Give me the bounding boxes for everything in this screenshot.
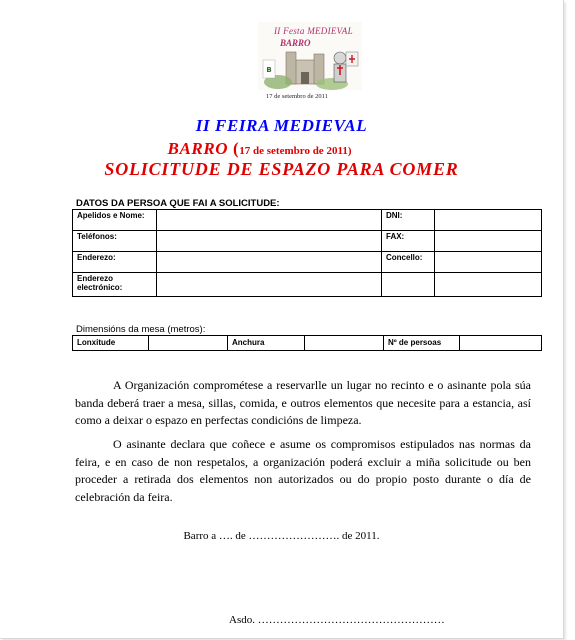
field-address[interactable] (157, 252, 382, 273)
applicant-data-table (72, 209, 542, 297)
signature-line: Asdo. …………………………………………… (229, 614, 445, 626)
table-row (73, 210, 542, 231)
label-name: Apelidos e Nome: (73, 210, 157, 231)
label-address: Enderezo: (73, 252, 157, 273)
table-dimensions (72, 335, 542, 351)
label-length: Lonxitude (73, 336, 149, 351)
heading-event: II FEIRA MEDIEVAL (195, 116, 368, 135)
field-email[interactable] (157, 273, 382, 297)
field-council[interactable] (435, 252, 542, 273)
table-row (73, 252, 542, 273)
field-people[interactable] (460, 336, 542, 351)
label-council: Concello: (382, 252, 435, 273)
table-row (73, 336, 542, 351)
label-dni: DNI: (382, 210, 435, 231)
poster-subtitle: BARRO (280, 38, 311, 48)
heading-place-date (0, 139, 541, 159)
poster-title: II Festa MEDIEVAL (274, 26, 353, 36)
label-width: Anchura (228, 336, 305, 351)
field-width[interactable] (305, 336, 384, 351)
field-email-extra[interactable] (382, 273, 435, 297)
event-poster-logo (258, 22, 362, 104)
label-email: Enderezo electrónico: (73, 273, 157, 297)
declaration-paragraph: O asinante declara que coñece e asume os compromisos estipulados nas normas da feira, e en caso de non respetalos, a organización poderá excluir a miña solicitude ou ben proceder a retirada dos elementos non autorizados ou do propio posto durante o día de celebración da feira. (75, 437, 531, 504)
label-fax: FAX: (382, 231, 435, 252)
place-date-line: Barro a …. de ……………………. de 2011. (183, 530, 380, 542)
label-phones: Teléfonos: (73, 231, 157, 252)
field-dni[interactable] (435, 210, 542, 231)
heading-date: 17 de setembro de 2011) (239, 145, 352, 157)
field-phones[interactable] (157, 231, 382, 252)
applicant-section-title: DATOS DA PERSOA QUE FAI A SOLICITUDE: (76, 198, 280, 209)
field-name[interactable] (157, 210, 382, 231)
field-email-extra-2[interactable] (435, 273, 542, 297)
heading-form-title: SOLICITUDE DE ESPAZO PARA COMER (104, 159, 459, 179)
poster-date: 17 de setembro de 2011 (266, 93, 328, 100)
heading-open-paren: ( (233, 139, 240, 158)
label-people: Nº de persoas (384, 336, 460, 351)
field-length[interactable] (149, 336, 228, 351)
table-row (73, 231, 542, 252)
commitment-paragraph: A Organización comprométese a reservarlle un lugar no recinto e o asinante pola súa banda deberá traer a mesa, sillas, comida, e outros elementos que necesite para a estancia, así como a deixar o espazo en perfectas condicións de limpeza. (75, 378, 531, 427)
svg-text:B: B (266, 66, 272, 74)
heading-place: BARRO (167, 139, 229, 158)
field-fax[interactable] (435, 231, 542, 252)
table-row (73, 273, 542, 297)
table-dimensions-title: Dimensións da mesa (metros): (76, 324, 206, 335)
